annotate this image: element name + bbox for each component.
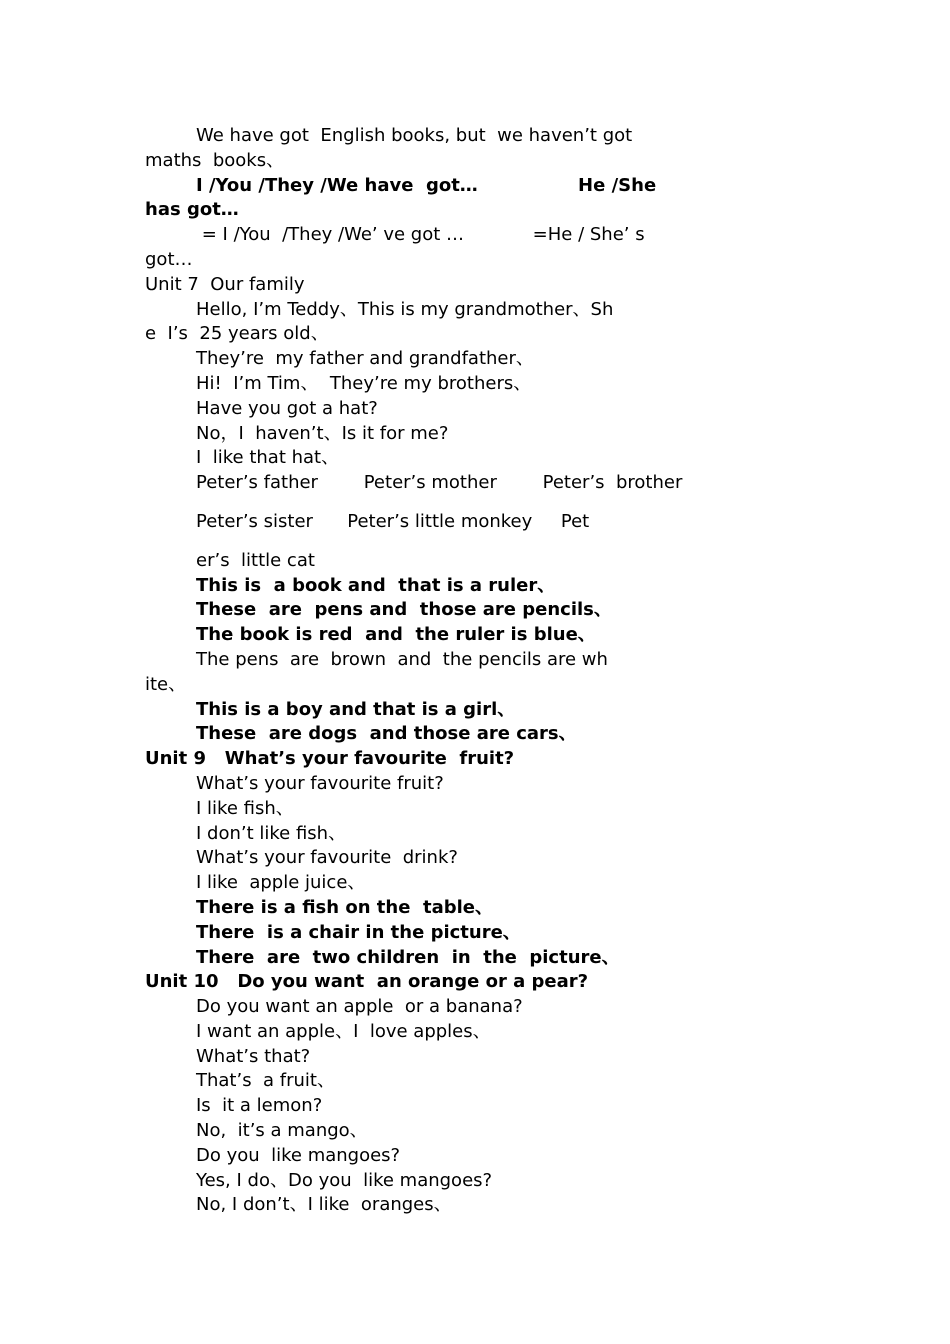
text-line: I like fish、 (196, 797, 294, 819)
text-line: There is a fish on the table、 (196, 896, 493, 918)
text-line: No, I don’t、I like oranges、 (196, 1194, 452, 1216)
text-line: They’re my father and grandfather、 (196, 348, 534, 370)
text-line: There are two children in the picture、 (196, 946, 620, 968)
text-line: Do you want an apple or a banana? (196, 996, 523, 1018)
text-line: I like apple juice、 (196, 872, 366, 894)
unit-heading: Unit 10 Do you want an orange or a pear? (145, 971, 589, 993)
text-line: Do you like mangoes? (196, 1144, 401, 1166)
text-line: No, it’s a mango、 (196, 1120, 368, 1142)
text-line: The pens are brown and the pencils are wh (196, 648, 608, 670)
text-line: These are pens and those are pencils、 (196, 599, 612, 621)
text-line: The book is red and the ruler is blue、 (196, 624, 596, 646)
text-line: What’s your favourite drink? (196, 847, 458, 869)
unit-heading: Unit 9 What’s your favourite fruit? (145, 748, 515, 770)
text-line: This is a boy and that is a girl、 (196, 698, 516, 720)
text-line: I like that hat、 (196, 447, 340, 469)
text-line: Peter’s father Peter’s mother Peter’s brother (196, 472, 683, 494)
text-line: Have you got a hat? (196, 397, 378, 419)
text-line: Yes, I do、Do you like mangoes? (196, 1169, 493, 1191)
text-line: I /You /They /We have got… He /She (196, 174, 657, 196)
text-line: got… (145, 248, 193, 270)
text-line: What’s that? (196, 1045, 311, 1067)
text-line: has got… (145, 199, 239, 221)
text-line: e I’s 25 years old、 (145, 323, 329, 345)
text-line: These are dogs and those are cars、 (196, 723, 577, 745)
text-line: I don’t like fish、 (196, 822, 347, 844)
unit-heading: Unit 7 Our family (145, 273, 305, 295)
text-line: er’s little cat (196, 549, 315, 571)
text-line: There is a chair in the picture、 (196, 921, 521, 943)
text-body (145, 124, 810, 1218)
text-line: ite、 (145, 673, 187, 695)
text-line: maths books、 (145, 149, 285, 171)
text-line: What’s your favourite fruit? (196, 772, 444, 794)
text-line: Peter’s sister Peter’s little monkey Pet (196, 510, 590, 532)
text-line: = I /You /They /We’ ve got … =He / She’ s (196, 224, 645, 246)
text-line: Hello, I’m Teddy、This is my grandmother、Sh (196, 298, 614, 320)
text-line: No，I haven’t、Is it for me? (196, 422, 449, 444)
text-line: I want an apple、I love apples、 (196, 1020, 491, 1042)
text-line: Hi! I’m Tim、 They’re my brothers、 (196, 372, 532, 394)
text-line: This is a book and that is a ruler、 (196, 574, 556, 596)
text-line: That’s a fruit、 (196, 1070, 335, 1092)
text-line: We have got English books, but we haven’t got (196, 125, 633, 146)
text-line: Is it a lemon? (196, 1095, 323, 1117)
